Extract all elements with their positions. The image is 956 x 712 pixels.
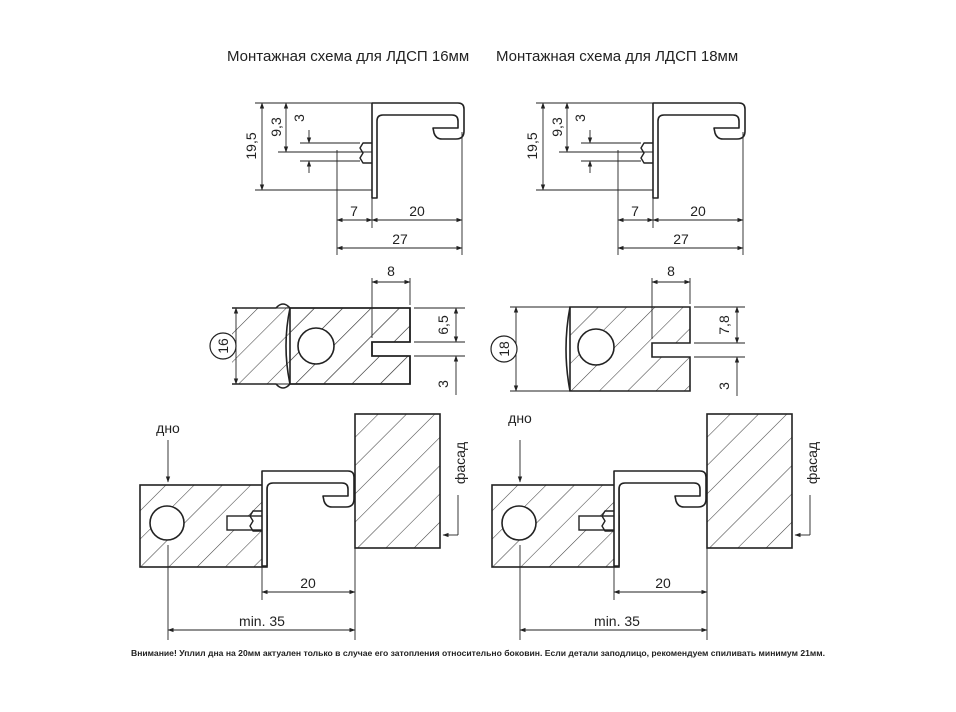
board-18 — [491, 278, 745, 396]
warning-note: Внимание! Уплил дна на 20мм актуален только в случае его затопления относительно боковин. Если детали заподлицо, рекомендуем спиливать минимум 21мм. — [131, 648, 825, 658]
dim-width-right: 20 — [690, 203, 706, 219]
slot-depth-18: 7,8 — [716, 315, 732, 335]
slot-depth-16: 6,5 — [435, 315, 451, 335]
label-facade: фасад — [452, 441, 468, 485]
label-facade: фасад — [804, 441, 820, 485]
dim-width-total: 27 — [392, 231, 408, 247]
label-bottom: дно — [508, 410, 532, 426]
dim-min-distance: min. 35 — [239, 613, 285, 629]
dim-height-total: 19,5 — [243, 132, 259, 160]
board-thickness-18: 18 — [496, 341, 512, 357]
slot-width-16: 8 — [387, 263, 395, 279]
label-bottom: дно — [156, 420, 180, 436]
title-left: Монтажная схема для ЛДСП 16мм — [227, 48, 470, 65]
profile-section-16 — [255, 103, 464, 255]
assembly-16 — [140, 414, 458, 640]
title-right: Монтажная схема для ЛДСП 18мм — [496, 48, 739, 65]
dim-width-right: 20 — [409, 203, 425, 219]
assembly-18 — [492, 414, 810, 640]
dim-height-upper: 9,3 — [549, 117, 565, 137]
dim-width-left: 7 — [631, 203, 639, 219]
board-thickness-16: 16 — [215, 338, 231, 354]
dim-min-distance: min. 35 — [594, 613, 640, 629]
profile-section-18 — [536, 103, 745, 255]
dim-offset: 20 — [655, 575, 671, 591]
slot-width-18: 8 — [667, 263, 675, 279]
dim-height-gap: 3 — [572, 114, 588, 122]
slot-gap-18: 3 — [716, 382, 732, 390]
dim-height-upper: 9,3 — [268, 117, 284, 137]
dim-offset: 20 — [300, 575, 316, 591]
dim-width-total: 27 — [673, 231, 689, 247]
board-16 — [210, 278, 465, 395]
dim-height-total: 19,5 — [524, 132, 540, 160]
dim-width-left: 7 — [350, 203, 358, 219]
dim-height-gap: 3 — [291, 114, 307, 122]
slot-gap-16: 3 — [435, 380, 451, 388]
